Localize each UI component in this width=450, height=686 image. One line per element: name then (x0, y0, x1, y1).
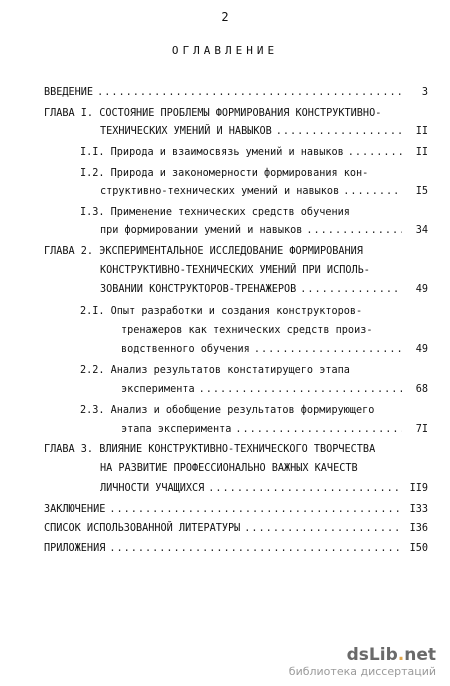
leader-dots (306, 223, 402, 238)
leader-dots (244, 521, 402, 536)
toc-entry (100, 124, 428, 139)
toc-entry (80, 403, 374, 418)
toc-entry-text: ГЛАВА 2. ЭКСПЕРИМЕНТАЛЬНОЕ ИССЛЕДОВАНИЕ ФОРМИРОВАНИЯ (44, 246, 363, 257)
leader-dots (208, 481, 402, 496)
watermark-subtitle: библиотека диссертаций (288, 665, 436, 678)
leader-dots (343, 184, 402, 199)
toc-entry (100, 184, 428, 199)
toc-entry (44, 541, 428, 556)
toc-entry-text: эксперимента (121, 384, 195, 395)
toc-entry-page: I36 (409, 523, 428, 534)
toc-entry-page: 3 (421, 87, 428, 98)
leader-dots (97, 85, 402, 100)
toc-entry (121, 382, 428, 397)
toc-entry-page: 34 (415, 225, 428, 236)
toc-entry-text: ЗОВАНИИ КОНСТРУКТОРОВ-ТРЕНАЖЕРОВ (100, 284, 297, 295)
toc-entry-text: ТЕХНИЧЕСКИХ УМЕНИЙ И НАВЫКОВ (100, 126, 272, 137)
toc-entry (100, 282, 428, 297)
toc-entry-text: ВВЕДЕНИЕ (44, 87, 94, 98)
toc-entry-page: 49 (415, 344, 428, 355)
toc-entry (121, 323, 372, 338)
toc-entry-page: 49 (415, 284, 428, 295)
toc-entry-text: 2.I. Опыт разработки и создания конструкторов- (80, 306, 363, 317)
leader-dots (300, 282, 402, 297)
toc-entry (100, 223, 428, 238)
toc-entry-text: структивно-технических умений и навыков (100, 186, 340, 197)
toc-entry-text: СПИСОК ИСПОЛЬЗОВАННОЙ ЛИТЕРАТУРЫ (44, 523, 241, 534)
toc-entry (44, 521, 428, 536)
toc-entry (80, 205, 350, 220)
toc-entry (44, 106, 381, 121)
toc-entry-page: I5 (415, 186, 428, 197)
toc-entry (121, 342, 428, 357)
toc-entry-text: 2.2. Анализ результатов констатирущего этапа (80, 365, 350, 376)
toc-entry-text: водственного обучения (121, 344, 250, 355)
leader-dots (348, 145, 402, 160)
toc-entry-page: I50 (409, 543, 428, 554)
leader-dots (235, 422, 402, 437)
page-number: 2 (221, 10, 229, 24)
toc-entry-text: ЛИЧНОСТИ УЧАЩИХСЯ (100, 483, 205, 494)
toc-entry-text: I.2. Природа и закономерности формирования кон- (80, 168, 369, 179)
toc-entry (80, 304, 362, 319)
toc-entry-page: II (415, 147, 428, 158)
toc-entry-text: I.3. Применение технических средств обучения (80, 207, 350, 218)
toc-entry-page: II9 (409, 483, 428, 494)
toc-entry (80, 166, 368, 181)
watermark (289, 645, 436, 678)
toc-entry-text: при формировании умений и навыков (100, 225, 303, 236)
toc-entry-text: тренажеров как технических средств произ- (121, 325, 373, 336)
toc-entry (44, 502, 428, 517)
toc-entry (100, 263, 370, 278)
toc-entry (80, 363, 350, 378)
leader-dots (254, 342, 402, 357)
leader-dots (109, 502, 402, 517)
toc-entry-text: I.I. Природа и взаимосвязь умений и навыков (80, 147, 344, 158)
toc-entry-text: 2.3. Анализ и обобщение результатов формирующего (80, 405, 375, 416)
toc-heading: ОГЛАВЛЕНИЕ (171, 44, 279, 57)
toc-entry-text: НА РАЗВИТИЕ ПРОФЕССИОНАЛЬНО ВАЖНЫХ КАЧЕСТВ (100, 463, 358, 474)
toc-entry-text: этапа эксперимента (121, 424, 232, 435)
leader-dots (199, 382, 402, 397)
toc-entry-text: ПРИЛОЖЕНИЯ (44, 543, 106, 554)
toc-entry-page: II (415, 126, 428, 137)
toc-entry (121, 422, 428, 437)
toc-entry (44, 244, 363, 259)
toc-entry-page: I33 (409, 504, 428, 515)
toc-entry-text: ГЛАВА I. СОСТОЯНИЕ ПРОБЛЕМЫ ФОРМИРОВАНИЯ КОНСТРУКТИВНО- (44, 108, 382, 119)
toc-entry (100, 481, 428, 496)
watermark-logo: dsLib.net (346, 645, 436, 665)
toc-entry-page: 7I (415, 424, 428, 435)
toc-entry (80, 145, 428, 160)
toc-entry (44, 85, 428, 100)
leader-dots (109, 541, 402, 556)
leader-dots (276, 124, 402, 139)
toc-entry (44, 442, 375, 457)
toc-entry-text: КОНСТРУКТИВНО-ТЕХНИЧЕСКИХ УМЕНИЙ ПРИ ИСПОЛЬ- (100, 265, 370, 276)
toc-entry-page: 68 (415, 384, 428, 395)
toc-entry (100, 461, 358, 476)
toc-entry-text: ГЛАВА 3. ВЛИЯНИЕ КОНСТРУКТИВНО-ТЕХНИЧЕСКОГО ТВОРЧЕСТВА (44, 444, 376, 455)
toc-entry-text: ЗАКЛЮЧЕНИЕ (44, 504, 106, 515)
